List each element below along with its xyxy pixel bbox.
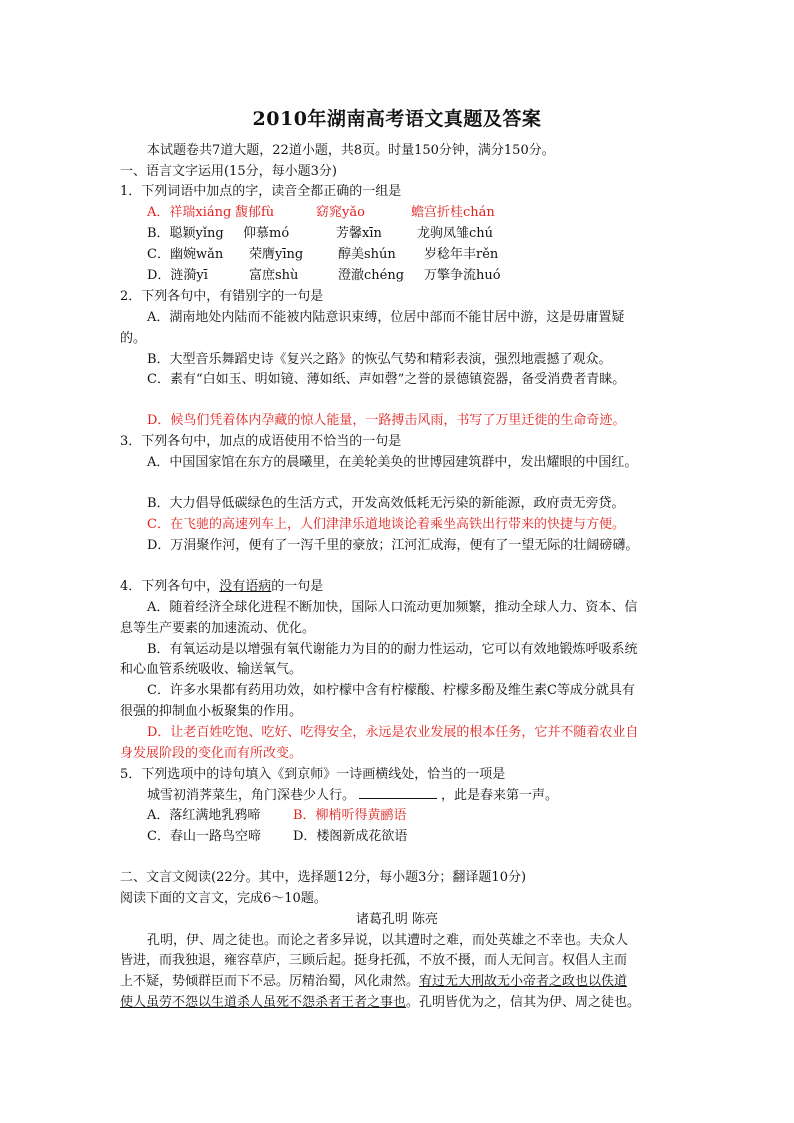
article-line: 孔明，伊、周之徒也。而论之者多异说，以其遭时之难，而处英雄之不幸也。夫众人 bbox=[147, 933, 629, 948]
article-underlined-text: 宥过无大刑故无小帝者之政也以佚道 bbox=[419, 974, 628, 989]
q1-a-item: 窈窕yǎo bbox=[316, 205, 365, 220]
q1-d-item: 澄澈chéng bbox=[338, 268, 405, 283]
q1-d-item: 富庶shù bbox=[249, 268, 299, 283]
q2-option-d: D．候鸟们凭着体内孕藏的惊人能量，一路搏击风雨，书写了万里迁徙的生命奇迹。 bbox=[147, 413, 626, 428]
q1-c-item: 醇美shún bbox=[338, 247, 396, 262]
q3-option-c: C．在飞驰的高速列车上，人们津津乐道地谈论着乘坐高铁出行带来的快捷与方便。 bbox=[147, 517, 625, 532]
article-title: 诸葛孔明 陈亮 bbox=[355, 912, 439, 927]
article-line bbox=[120, 974, 627, 990]
q4-stem-underlined: 没有语病 bbox=[219, 579, 272, 594]
article-text: 上不疑，势倾群臣而下不忌。厉精治蜀，风化肃然。 bbox=[120, 974, 420, 989]
q1-b-item: B．聪颖yǐng bbox=[147, 226, 224, 241]
q4-option-b-cont: 和心血管系统吸收、输送氧气。 bbox=[120, 662, 303, 677]
q2-option-a: A．湖南地处内陆而不能被内陆意识束缚，位居中部而不能甘居中游，这是毋庸置疑 bbox=[147, 310, 625, 325]
q3-stem: 3．下列各句中，加点的成语使用不恰当的一句是 bbox=[120, 434, 402, 449]
q1-option-a bbox=[147, 205, 667, 221]
q3-option-a: A．中国国家馆在东方的晨曦里，在美轮美奂的世博园建筑群中，发出耀眼的中国红。 bbox=[147, 455, 638, 470]
q4-option-a-cont: 息等生产要素的加速流动、优化。 bbox=[120, 621, 316, 636]
q1-c-item: 岁稔年丰rěn bbox=[424, 247, 499, 262]
q5-poem bbox=[147, 787, 558, 804]
q1-d-item: D．涟漪yī bbox=[147, 268, 208, 283]
q5-option-d: D．楼阁新成花欲语 bbox=[293, 829, 408, 844]
q5-option-b: B．柳梢听得黄鹂语 bbox=[293, 808, 407, 823]
q4-stem-pre: 4．下列各句中， bbox=[120, 579, 220, 594]
q3-option-d: D．万涓聚作河，便有了一泻千里的豪放；江河汇成海，便有了一望无际的壮阔磅礴。 bbox=[147, 538, 639, 553]
document-title: 2010年湖南高考语文真题及答案 bbox=[252, 108, 542, 130]
q1-b-item: 仰慕mó bbox=[243, 226, 290, 241]
article-underlined-text: 使人虽劳不怨以生道杀人虽死不怨杀者王者之事也 bbox=[120, 995, 407, 1010]
q1-b-item: 龙驹凤雏chú bbox=[417, 226, 494, 241]
q1-b-item: 芳馨xīn bbox=[336, 226, 382, 241]
q5-blank-line bbox=[359, 787, 437, 799]
q2-option-b: B．大型音乐舞蹈史诗《复兴之路》的恢弘气势和精彩表演，强烈地震撼了观众。 bbox=[147, 352, 612, 367]
q5-poem-pre: 城雪初消荠菜生，角门深巷少人行。 bbox=[147, 788, 356, 803]
q1-stem: 1．下列词语中加点的字，读音全都正确的一组是 bbox=[120, 184, 402, 199]
q1-option-c bbox=[147, 247, 667, 263]
q2-option-a-cont: 的。 bbox=[120, 331, 147, 346]
article-line bbox=[120, 995, 640, 1011]
q3-option-b: B．大力倡导低碳绿色的生活方式，开发高效低耗无污染的新能源，政府责无旁贷。 bbox=[147, 496, 625, 511]
q4-option-d: D．让老百姓吃饱、吃好、吃得安全，永远是农业发展的根本任务，它并不随着农业自 bbox=[147, 725, 639, 740]
q4-option-a: A．随着经济全球化进程不断加快，国际人口流动更加频繁，推动全球人力、资本、信 bbox=[147, 600, 638, 615]
q4-stem bbox=[120, 579, 323, 595]
q5-option-c: C．春山一路鸟空啼 bbox=[147, 829, 261, 844]
q4-option-d-cont: 身发展阶段的变化而有所改变。 bbox=[120, 746, 303, 761]
article-line: 皆进，而我独退，雍容草庐，三顾后起。挺身托孤，不放不摄，而人无间言。权倡人主而 bbox=[120, 953, 628, 968]
section-2-heading: 二、文言文阅读(22分。其中，选择题12分，每小题3分；翻译题10分) bbox=[120, 870, 527, 885]
q1-a-item: 馥郁fù bbox=[235, 205, 275, 220]
q4-option-c-cont: 很强的抑制血小板聚集的作用。 bbox=[120, 704, 303, 719]
q4-option-b: B．有氧运动是以增强有氧代谢能力为目的的耐力性运动，它可以有效地锻炼呼吸系统 bbox=[147, 642, 638, 657]
reading-intro: 阅读下面的文言文，完成6～10题。 bbox=[120, 891, 327, 906]
q1-c-item: 荣膺yīng bbox=[249, 247, 304, 262]
q1-option-d bbox=[147, 268, 667, 284]
q5-poem-post: ，此是春来第一声。 bbox=[441, 788, 559, 803]
q1-c-item: C．幽婉wǎn bbox=[147, 247, 224, 262]
q5-stem: 5．下列选项中的诗句填入《到京师》一诗画横线处，恰当的一项是 bbox=[120, 767, 506, 782]
q5-options-row-2 bbox=[147, 829, 447, 845]
q2-option-c: C．素有“白如玉、明如镜、薄如纸、声如磬”之誉的景德镇瓷器，备受消费者青睐。 bbox=[147, 372, 626, 387]
article-text: 。孔明皆优为之，信其为伊、周之徒也。 bbox=[406, 995, 641, 1010]
q1-option-b bbox=[147, 226, 667, 242]
intro-line: 本试题卷共7道大题，22道小题，共8页。时量150分钟，满分150分。 bbox=[147, 143, 555, 158]
q4-option-c: C．许多水果都有药用功效，如柠檬中含有柠檬酸、柠檬多酚及维生素C等成分就具有 bbox=[147, 683, 635, 698]
q5-options-row-1 bbox=[147, 808, 447, 824]
q4-stem-post: 的一句是 bbox=[271, 579, 324, 594]
q1-d-item: 万擎争流huó bbox=[424, 268, 501, 283]
q1-a-item: 蟾宫折桂chán bbox=[411, 205, 495, 220]
q5-option-a: A．落红满地乳鸦啼 bbox=[147, 808, 261, 823]
q2-stem: 2．下列各句中，有错别字的一句是 bbox=[120, 289, 324, 304]
q1-a-item: A．祥瑞xiáng bbox=[147, 205, 232, 220]
section-1-heading: 一、语言文字运用(15分，每小题3分) bbox=[120, 164, 337, 179]
